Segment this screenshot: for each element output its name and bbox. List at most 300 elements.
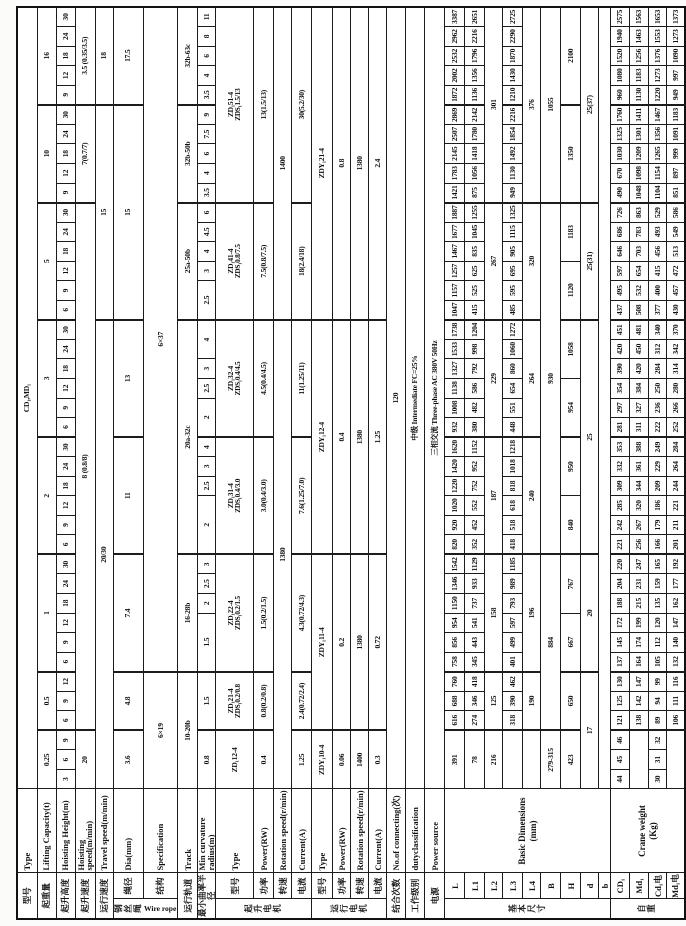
cell-radius-1: 1.5 (198, 672, 216, 731)
cell-w-Cd1e-15: 209 (649, 476, 667, 496)
cell-hm-type-5 (216, 203, 254, 320)
cell-d-4: 25(37) (581, 7, 599, 203)
row-radius (198, 7, 216, 919)
cell-L4-3: 240 (523, 437, 541, 554)
group-label-w-CD1 (611, 899, 685, 919)
cell-radius-22: 7.5 (198, 124, 216, 144)
cell-w-Md1e-35: 1090 (667, 46, 685, 66)
cell-height-32: 18 (56, 144, 75, 164)
cell-L2-6: 301 (485, 7, 503, 203)
head-sub-w-Md1: Md₁ (630, 873, 649, 899)
big-label-L (445, 789, 611, 873)
cell-w-CD1-17: 353 (611, 437, 630, 457)
cell-hm-power-5: 7.5(0.8/7.5) (254, 203, 274, 320)
cell-L1-6: 541 (465, 613, 485, 633)
cell-track-0: 10-20b (178, 672, 198, 789)
cell-L3-32: 2216 (503, 105, 523, 125)
head-cn-duty: 工作级别 (406, 873, 425, 919)
cell-w-Md1e-28: 851 (667, 183, 685, 203)
row-L (445, 7, 465, 919)
cell-hm-type-2 (216, 554, 254, 671)
row-track (178, 7, 198, 919)
cell-height-23: 30 (56, 320, 75, 340)
row-H (561, 7, 581, 919)
cell-w-Md1-26: 783 (630, 222, 649, 242)
cell-radius-0: 0.8 (198, 730, 216, 789)
cell-L3-33: 1210 (503, 85, 523, 105)
cell-L3-35: 1870 (503, 46, 523, 66)
cell-w-Md1e-33: 949 (667, 85, 685, 105)
cell-L-14: 1420 (445, 457, 465, 477)
cell-L1-17: 482 (465, 398, 485, 418)
cell-radius-21: 6 (198, 144, 216, 164)
cell-w-Md1-36: 1463 (630, 27, 649, 47)
cell-hoist-speed-3: 3.5 (0.35/3.5) (75, 7, 95, 105)
cell-L3-3: 462 (503, 672, 523, 692)
cell-w-CD1-9: 188 (611, 594, 630, 614)
cell-w-Md1e-23: 457 (667, 281, 685, 301)
cell-rope-dia-3: 11 (113, 437, 143, 554)
row-L1 (465, 7, 485, 919)
group-label-cn: 起升电机 (244, 903, 283, 914)
cell-w-Cd1e-29: 529 (649, 203, 667, 223)
cell-height-21: 18 (56, 359, 75, 379)
cell-w-CD1-25: 495 (611, 281, 630, 301)
cell-w-Md1e-31: 1091 (667, 124, 685, 144)
cell-w-Md1-16: 311 (630, 418, 649, 438)
cell-w-Md1-3: 147 (630, 672, 649, 692)
cell-w-CD1-18: 281 (611, 418, 630, 438)
cell-L3-25: 905 (503, 242, 523, 262)
head-sub-L4: L4 (523, 873, 541, 899)
cell-height-17: 30 (56, 437, 75, 457)
cell-L1-13: 752 (465, 476, 485, 496)
cell-w-Md1-17: 327 (630, 398, 649, 418)
head-en-rope-dia: Dia(mm) (113, 789, 143, 873)
cell-radius-18: 6 (198, 203, 216, 223)
row-tm-type (312, 7, 333, 919)
cell-L-33: 1872 (445, 85, 465, 105)
cell-hm-rpm-0: 1380 (274, 320, 292, 789)
head-en-hm-rpm: Rotation speed(r/min) (274, 789, 292, 873)
row-hm-rpm (274, 7, 292, 919)
cell-L3-37: 2725 (503, 7, 523, 27)
cell-L-7: 1150 (445, 594, 465, 614)
row-connecting (387, 7, 406, 919)
cell-w-Md1-32: 1411 (630, 105, 649, 125)
cell-radius-24: 3.5 (198, 85, 216, 105)
cell-capacity-0: 0.25 (37, 730, 56, 789)
cell-L2-4: 229 (485, 320, 503, 437)
cell-duty-0: 中级 Intermediate FC=25% (406, 7, 425, 789)
cell-w-CD1-30: 490 (611, 183, 630, 203)
cell-L2-1: 125 (485, 672, 503, 731)
group-label-en: Wire rope (143, 904, 176, 913)
cell-H-9: 1183 (561, 203, 581, 262)
cell-L2-2: 158 (485, 554, 503, 671)
cell-height-25: 9 (56, 281, 75, 301)
cell-w-CD1-34: 1760 (611, 105, 630, 125)
cell-w-CD1-20: 354 (611, 379, 630, 399)
cell-rope-dia-4: 13 (113, 320, 143, 437)
cell-line2: ZDS₁0.4/3.0 (233, 478, 242, 513)
cell-height-36: 12 (56, 66, 75, 86)
cell-L3-29: 1130 (503, 163, 523, 183)
cell-w-CD1-27: 646 (611, 242, 630, 262)
head-sub-L: L (445, 873, 465, 899)
cell-w-CD1-28: 686 (611, 222, 630, 242)
cell-hm-current-4: 11(1.25/11) (292, 320, 312, 437)
head-sub-b: b (599, 873, 611, 899)
cell-L3-16: 448 (503, 418, 523, 438)
cell-hm-type-6 (216, 7, 254, 203)
group-label-tm-type (312, 899, 387, 919)
cell-L-25: 1467 (445, 242, 465, 262)
cell-L1-29: 1056 (465, 163, 485, 183)
cell-w-Cd1e-39: 1653 (649, 7, 667, 27)
cell-height-34: 30 (56, 105, 75, 125)
head-cn-tm-rpm: 转速 (351, 873, 369, 899)
cell-tm-type-2: ZDY₁12-4 (312, 320, 333, 555)
cell-w-CD1-14: 285 (611, 496, 630, 516)
cell-tm-current-2: 1.25 (369, 320, 387, 555)
cell-d-1: 20 (581, 554, 599, 671)
cell-w-Md1-21: 481 (630, 320, 649, 340)
cell-L1-5: 443 (465, 633, 485, 653)
cell-capacity-3: 2 (37, 437, 56, 554)
cell-L3-36: 2290 (503, 27, 523, 47)
cell-height-6: 6 (56, 652, 75, 672)
cell-L3-0 (503, 730, 523, 789)
cell-track-2: 20a-32c (178, 320, 198, 555)
cell-L1-2: 346 (465, 691, 485, 711)
cell-H-0: 423 (561, 730, 581, 789)
head-cn-connecting: 结合次数 (387, 873, 406, 919)
cell-L1-28: 875 (465, 183, 485, 203)
cell-radius-4: 2.5 (198, 574, 216, 594)
cell-height-24: 6 (56, 300, 75, 320)
head-cn-rope-spec: 结构 (143, 873, 177, 899)
cell-H-7: 1058 (561, 320, 581, 379)
big-label-w-CD1 (611, 789, 685, 873)
cell-tm-current-3: 2.4 (369, 7, 387, 320)
cell-height-28: 24 (56, 222, 75, 242)
cell-line1: ZD₁21-4 (226, 688, 236, 714)
cell-H-5: 950 (561, 437, 581, 496)
hoist-spec-table (16, 6, 686, 920)
cell-height-5: 12 (56, 672, 75, 692)
cell-H-2: 667 (561, 613, 581, 672)
cell-height-31: 12 (56, 163, 75, 183)
cell-L3-27: 1325 (503, 203, 523, 223)
cell-hm-type-1 (216, 672, 254, 731)
head-cn-height: 起升高度 (56, 873, 75, 919)
cell-radius-28: 11 (198, 7, 216, 27)
cell-radius-26: 6 (198, 46, 216, 66)
cell-w-Md1-37: 1563 (630, 7, 649, 27)
head-en-hm-power: Power(RW) (254, 789, 274, 873)
cell-line1: ZD₁31-4 (226, 483, 236, 509)
cell-w-CD1-36: 1080 (611, 66, 630, 86)
cell-radius-8: 3 (198, 457, 216, 477)
cell-hm-type-3 (216, 437, 254, 554)
cell-L3-15: 1218 (503, 437, 523, 457)
cell-w-Md1e-10: 201 (667, 535, 685, 555)
cell-L3-18: 654 (503, 379, 523, 399)
cell-H-1: 650 (561, 672, 581, 731)
cell-radius-11: 2.5 (198, 379, 216, 399)
cell-w-Md1-7: 215 (630, 594, 649, 614)
cell-w-Cd1e-17: 249 (649, 437, 667, 457)
cell-line1: ZD₁41-4 (226, 248, 236, 274)
head-cn-model: 型号 (17, 873, 37, 919)
cell-w-Md1e-37: 1373 (667, 7, 685, 27)
row-rope-dia (113, 7, 143, 919)
cell-L3-6: 597 (503, 613, 523, 633)
cell-L1-34: 1356 (465, 66, 485, 86)
cell-L3-19: 860 (503, 359, 523, 379)
cell-w-Md1e-6: 147 (667, 613, 685, 633)
cell-w-Cd1e-16: 229 (649, 457, 667, 477)
cell-L1-1: 274 (465, 711, 485, 731)
cell-L-26: 1677 (445, 222, 465, 242)
cell-height-12: 6 (56, 535, 75, 555)
cell-radius-6: 2 (198, 496, 216, 555)
cell-w-Md1e-9: 192 (667, 554, 685, 574)
cell-hm-current-5: 18(2.4/18) (292, 203, 312, 320)
head-en-rope-spec: Specification (143, 789, 177, 873)
cell-L3-26: 1115 (503, 222, 523, 242)
cell-w-Cd1e-5: 99 (649, 672, 667, 692)
cell-L1-0: 78 (465, 730, 485, 789)
cell-w-Md1e-11: 211 (667, 515, 685, 535)
head-en-height: Hoisting Height(m) (56, 789, 75, 873)
cell-L-36: 2962 (445, 27, 465, 47)
cell-L-1: 616 (445, 711, 465, 731)
head-cn-tm-type: 型号 (312, 873, 333, 899)
cell-height-10: 24 (56, 574, 75, 594)
cell-rope-spec-1: 6×37 (143, 7, 177, 672)
head-sub-w-Md1e: Md₁电 (667, 873, 685, 899)
cell-w-Cd1e-18: 222 (649, 418, 667, 438)
cell-L3-1: 318 (503, 711, 523, 731)
cell-capacity-1: 0.5 (37, 672, 56, 731)
cell-tm-rpm-3: 1380 (351, 7, 369, 320)
cell-w-Cd1e-8: 120 (649, 613, 667, 633)
cell-line1: ZD₁22-4 (226, 600, 236, 626)
cell-w-Md1e-3: 116 (667, 672, 685, 692)
cell-L1-20: 998 (465, 339, 485, 359)
head-sub-L2: L2 (485, 873, 503, 899)
cell-L3-10: 418 (503, 535, 523, 555)
cell-b-0 (599, 7, 611, 789)
cell-w-Cd1e-28: 493 (649, 222, 667, 242)
cell-height-11: 30 (56, 554, 75, 574)
cell-w-Md1-11: 267 (630, 515, 649, 535)
cell-tm-power-3: 0.8 (333, 7, 351, 320)
cell-height-0: 3 (56, 769, 75, 789)
cell-hm-power-2: 1.5(0.2/1.5) (254, 554, 274, 671)
cell-radius-13: 4 (198, 320, 216, 359)
cell-w-Cd1e-35: 1220 (649, 85, 667, 105)
cell-w-CD1-15: 309 (611, 476, 630, 496)
cell-w-Cd1e-1: 31 (649, 750, 667, 770)
cell-w-Md1-34: 1183 (630, 66, 649, 86)
cell-w-Md1e-15: 284 (667, 437, 685, 457)
cell-w-Md1-9: 247 (630, 554, 649, 574)
cell-radius-2: 1.5 (198, 613, 216, 672)
cell-L3-2: 390 (503, 691, 523, 711)
head-sub-d: d (581, 873, 599, 899)
cell-w-CD1-31: 670 (611, 163, 630, 183)
cell-L-13: 1220 (445, 476, 465, 496)
head-sub-w-Cd1e: Cd₁电 (649, 873, 667, 899)
cell-height-30: 9 (56, 183, 75, 203)
row-travel-speed (95, 7, 113, 919)
head-cn-tm-current: 电流 (369, 873, 387, 899)
cell-capacity-4: 3 (37, 320, 56, 437)
cell-L2-0: 216 (485, 730, 503, 789)
group-label-cn: 自重 (637, 903, 657, 914)
cell-w-Md1e-22: 430 (667, 300, 685, 320)
cell-w-Md1e-0 (667, 730, 685, 789)
cell-L3-14: 1018 (503, 457, 523, 477)
cell-w-Cd1e-24: 377 (649, 300, 667, 320)
head-sub-L1: L1 (465, 873, 485, 899)
cell-line2: ZDS₁1.5/13 (233, 88, 242, 121)
cell-w-CD1-11: 220 (611, 554, 630, 574)
cell-rope-dia-0: 3.6 (113, 730, 143, 789)
cell-hm-power-3: 3.0(0.4/3.0) (254, 437, 274, 554)
cell-hm-power-4: 4.5(0.4/4.5) (254, 320, 274, 437)
cell-H-10: 1350 (561, 105, 581, 203)
cell-line2: ZDS₁0.8/7.5 (233, 244, 242, 279)
cell-L-2: 688 (445, 691, 465, 711)
cell-L-4: 758 (445, 652, 465, 672)
cell-w-Md1e-32: 1183 (667, 105, 685, 125)
cell-w-Md1e-30: 999 (667, 144, 685, 164)
cell-connecting-0: 120 (387, 7, 406, 789)
cell-L3-30: 1492 (503, 144, 523, 164)
cell-L3-13: 818 (503, 476, 523, 496)
group-label-rope-dia (113, 899, 178, 919)
cell-hm-current-1: 2.4(0.72/2.4) (292, 672, 312, 731)
cell-height-39: 30 (56, 7, 75, 27)
cell-H-3: 767 (561, 554, 581, 613)
cell-track-3: 25a-50b (178, 203, 198, 320)
cell-radius-20: 4 (198, 163, 216, 183)
head-en-tm-rpm: Rotation speed(r/min) (351, 789, 369, 873)
cell-capacity-5: 5 (37, 203, 56, 320)
cell-w-CD1-21: 390 (611, 359, 630, 379)
cell-w-CD1-32: 1030 (611, 144, 630, 164)
cell-w-Cd1e-37: 1376 (649, 46, 667, 66)
cell-L4-0 (523, 730, 541, 789)
cell-tm-current-0: 0.3 (369, 730, 387, 789)
cell-w-Md1-19: 420 (630, 359, 649, 379)
head-en-hoist-speed: Hoisting speed(m/min) (75, 789, 95, 873)
cell-d-2: 25 (581, 320, 599, 555)
cell-L-31: 2507 (445, 124, 465, 144)
cell-height-38: 24 (56, 27, 75, 47)
group-label-hm-type (216, 899, 312, 919)
cell-line1: ZD₁32-4 (226, 366, 236, 392)
cell-line2: ZDS₁0.2/1.5 (233, 596, 242, 631)
cell-radius-7: 2.5 (198, 476, 216, 496)
cell-w-Md1e-21: 370 (667, 320, 685, 340)
cell-track-4: 32b-50b (178, 105, 198, 203)
cell-capacity-7: 16 (37, 7, 56, 105)
cell-hm-current-6: 30(5.2/30) (292, 7, 312, 203)
cell-L1-23: 525 (465, 281, 485, 301)
row-hm-type (216, 7, 254, 919)
cell-w-CD1-37: 1520 (611, 46, 630, 66)
cell-w-Cd1e-7: 112 (649, 633, 667, 653)
cell-height-1: 6 (56, 750, 75, 770)
cell-w-Cd1e-32: 1265 (649, 144, 667, 164)
cell-hm-power-6: 13(1.5/13) (254, 7, 274, 203)
cell-L3-20: 1060 (503, 339, 523, 359)
cell-B-3: 1055 (541, 7, 561, 203)
cell-height-2: 9 (56, 730, 75, 750)
cell-tm-rpm-1: 1380 (351, 554, 369, 730)
cell-L1-37: 2651 (465, 7, 485, 27)
row-tm-current (369, 7, 387, 919)
cell-L3-5: 499 (503, 633, 523, 653)
cell-w-Md1-2: 142 (630, 691, 649, 711)
cell-rope-dia-6: 17.5 (113, 7, 143, 105)
cell-capacity-6: 10 (37, 105, 56, 203)
cell-w-Md1e-7: 162 (667, 594, 685, 614)
cell-w-Md1e-4: 132 (667, 652, 685, 672)
row-w-Cd1e (649, 7, 667, 919)
cell-L1-33: 1136 (465, 85, 485, 105)
head-cn-hm-current: 电流 (292, 873, 312, 899)
cell-radius-12: 3 (198, 359, 216, 379)
cell-L2-3: 187 (485, 437, 503, 554)
cell-w-Cd1e-2: 32 (649, 730, 667, 750)
cell-hm-type-4 (216, 320, 254, 437)
cell-hm-current-3: 7.6(1.25/7.0) (292, 437, 312, 554)
cell-track-5: 32b-63c (178, 7, 198, 105)
cell-B-0: 279-315 (541, 730, 561, 789)
cell-tm-type-1: ZDY₁11-4 (312, 554, 333, 730)
cell-height-22: 24 (56, 339, 75, 359)
cell-w-Cd1e-6: 105 (649, 652, 667, 672)
cell-height-13: 9 (56, 515, 75, 535)
head-cn-radius: 最小曲率半径 (197, 874, 216, 917)
cell-tm-type-0: ZDY₁10-4 (312, 730, 333, 789)
cell-w-Cd1e-25: 400 (649, 281, 667, 301)
cell-w-Md1e-1: 106 (667, 711, 685, 731)
cell-L-8: 1346 (445, 574, 465, 594)
head-sub-L3: L3 (503, 873, 523, 899)
cell-w-Md1e-20: 342 (667, 339, 685, 359)
row-hoist-speed (75, 7, 95, 919)
cell-radius-27: 8 (198, 27, 216, 47)
cell-travel-speed-2: 18 (95, 7, 113, 105)
cell-w-Cd1e-13: 179 (649, 515, 667, 535)
cell-w-Cd1e-12: 166 (649, 535, 667, 555)
cell-w-Md1-20: 450 (630, 339, 649, 359)
cell-L1-11: 452 (465, 515, 485, 535)
cell-height-35: 9 (56, 85, 75, 105)
cell-w-Md1-10: 256 (630, 535, 649, 555)
cell-w-Cd1e-19: 236 (649, 398, 667, 418)
cell-hm-type-0: ZD₁12-4 (216, 730, 254, 789)
cell-L-18: 1138 (445, 379, 465, 399)
cell-L-9: 1542 (445, 554, 465, 574)
